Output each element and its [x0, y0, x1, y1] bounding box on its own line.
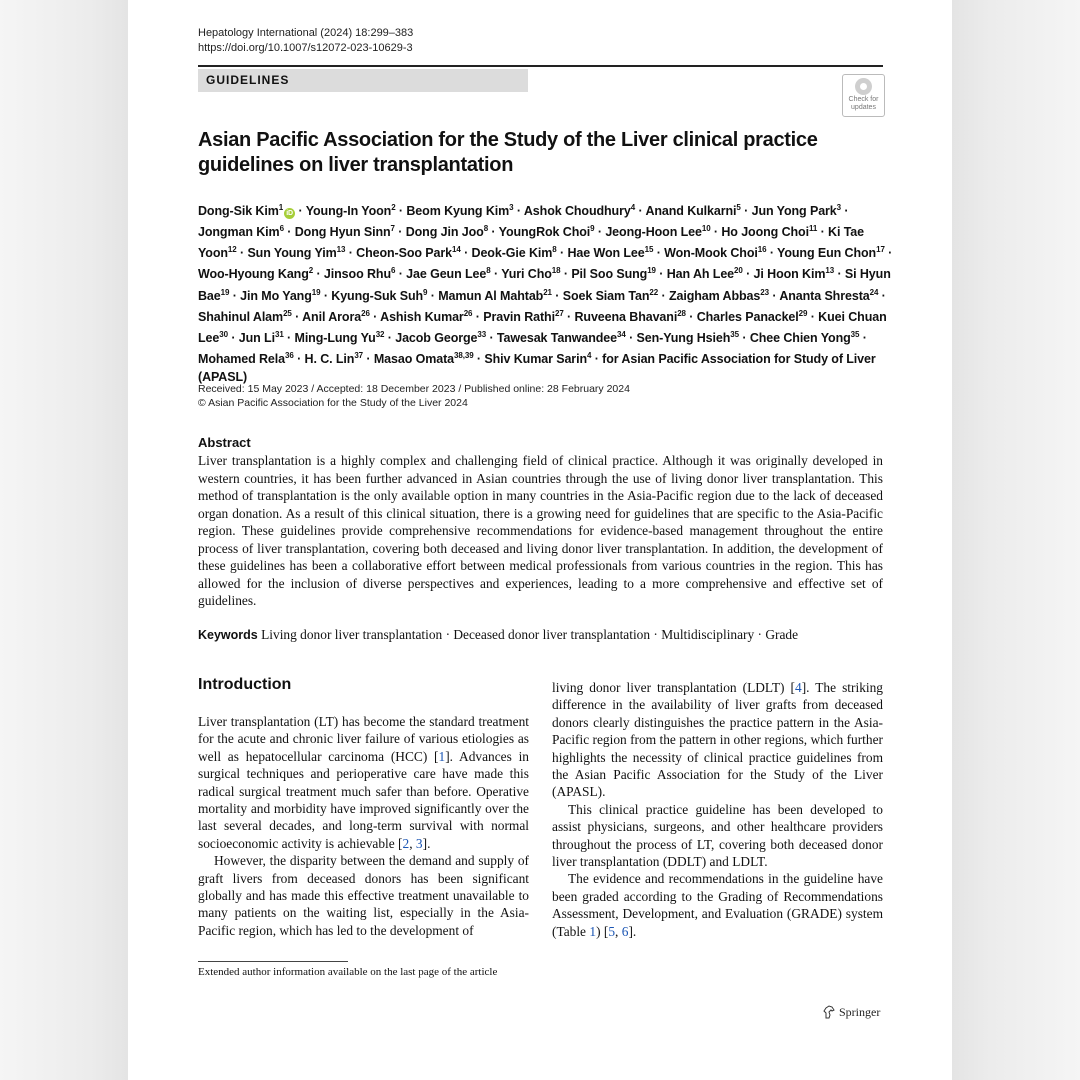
author-affiliation: 10	[701, 224, 711, 234]
author-list: Dong-Sik Kim$^1$iD · Young-In Yoon$^2$ · Beom Kyung Kim$^3$ · Ashok Choudhury$^4$ · Anand Kulkarni$^5$ · Jun Yong Park$^3$ · Jongman Kim$^6$ · Dong Hyun Sinn$^7$ · Dong Jin Joo$^8$ · YoungRok Choi$^9$ · Jeong-Hoon Lee$^{10}$ · Ho Joong Choi$^{11}$ · Ki Tae Yoon$^{12}$ · Sun Young Yim$^{13}$ · Cheon-Soo Park$^{14}$ · Deok-Gie Kim$^8$ · Hae Won Lee$^{15}$ · Won-Mook Choi$^{16}$ · Young Eun Chon$^{17}$ · Woo-Hyoung Kang$^2$ · Jinsoo Rhu$^6$ · Jae Geun Lee$^8$ · Yuri Cho$^{18}$ · Pil Soo Sung$^{19}$ · Han Ah Lee$^{20}$ · Ji Hoon Kim$^{13}$ · Si Hyun Bae$^{19}$ · Jin Mo Yang$^{19}$ · Kyung-Suk Suh$^9$ · Mamun Al Mahtab$^{21}$ · Soek Siam Tan$^{22}$ · Zaigham Abbas$^{23}$ · Ananta Shresta$^{24}$ · Shahinul Alam$^{25}$ · Anil Arora$^{26}$ · Ashish Kumar$^{26}$ · Pravin Rathi$^{27}$ · Ruveena Bhavani$^{28}$ · Charles Panackel$^{29}$ · Kuei Chuan Lee$^{30}$ · Jun $Li^{31}$ · Ming-Lung $Yu^{32}$ · Jacob George$^{33}$ · Tawesak Tanwandee$^{34}$ · Sen-Yung Hsieh$^{35}$ · Chee Chien Yong$^{35}$ · Mohamed Rela$^{36}$ · H. C. Lin$^{37}$ · Masao Omata$^{38,39}$ · Shiv Kumar Sarin$^4$ · for Asian Pacific Association for Study of Liver (APASL)	[198, 203, 893, 385]
keywords-text: Living donor liver transplantation · Deceased donor liver transplantation · Multidisciplinary · Grade	[261, 627, 799, 642]
author-affiliation: 25	[283, 308, 292, 318]
author-affiliation: 6	[279, 224, 284, 234]
paper-page	[128, 0, 952, 1080]
author-name[interactable]: Anil Arora	[302, 309, 362, 324]
author-affiliation: 24	[869, 287, 879, 297]
author-affiliation: 7	[390, 224, 395, 234]
author-affiliation: 2	[308, 266, 314, 276]
author-name[interactable]: Beom Kyung Kim	[406, 204, 510, 219]
table-link[interactable]: 1	[589, 923, 597, 939]
author-affiliation: 13	[336, 245, 346, 255]
author-affiliation: 1	[278, 203, 284, 212]
author-name[interactable]: Pravin Rathi	[483, 309, 555, 324]
author-name[interactable]: Jin Mo Yang	[240, 288, 312, 303]
author-name[interactable]: Soek Siam Tan	[562, 288, 650, 303]
author-affiliation: 27	[554, 308, 564, 318]
author-affiliation: 9	[590, 224, 595, 234]
paper-title: Asian Pacific Association for the Study of the Liver clinical practice guidelines on liver transplantation	[198, 129, 818, 176]
author-affiliation: 20	[734, 266, 743, 276]
author-name[interactable]: H. C. Lin	[304, 352, 355, 367]
author-affiliation: 5	[736, 203, 741, 212]
publisher-name: Springer	[839, 1005, 881, 1019]
author-name[interactable]: Jinsoo Rhu	[323, 267, 391, 282]
author-name[interactable]: Ashish Kumar	[380, 309, 464, 324]
author-affiliation: 17	[876, 245, 885, 255]
author-name[interactable]: Ki Tae Yoon	[198, 225, 865, 261]
author-affiliation: 26	[361, 308, 370, 318]
author-name[interactable]: Ji Hoon Kim	[753, 267, 826, 282]
intro-paragraph-2: However, the disparity between the demand and supply of graft livers from deceased donors has been significant globally and has made this effective treatment unavailable to many patients on the waiting list, especially in the Asia-Pacific region, which has led to the development of	[198, 853, 529, 938]
author-affiliation: 26	[463, 308, 473, 318]
author-affiliation: 33	[477, 329, 487, 339]
author-affiliation: 29	[798, 308, 808, 318]
author-name[interactable]: Kyung-Suk Suh	[331, 288, 424, 303]
orcid-icon[interactable]: iD	[284, 208, 295, 219]
citation-link[interactable]: 6	[621, 923, 629, 939]
left-margin-background	[0, 0, 128, 1080]
check-for-updates-label: Check for updates	[848, 96, 879, 111]
author-name[interactable]: Dong Jin Joo	[405, 225, 484, 240]
author-affiliation: 18	[551, 266, 561, 276]
footnote: Extended author information available on the last page of the article	[198, 966, 498, 978]
author-name[interactable]: Zaigham Abbas	[668, 288, 761, 303]
history-dates: Received: 15 May 2023 / Accepted: 18 December 2023 / Published online: 28 February 2024	[198, 383, 630, 395]
author-affiliation: 13	[825, 266, 835, 276]
author-name[interactable]: Ashok Choudhury	[523, 204, 631, 219]
author-name[interactable]: Tawesak Tanwandee	[496, 331, 618, 346]
left-column	[198, 713, 529, 939]
author-affiliation: 32	[375, 329, 385, 339]
author-affiliation: 19	[220, 287, 230, 297]
author-affiliation: 31	[274, 329, 284, 339]
author-affiliation: 2	[391, 203, 396, 212]
author-affiliation: 6	[390, 266, 396, 276]
author-name[interactable]: for Asian Pacific Association for Study of Liver (APASL)	[198, 352, 876, 385]
intro-paragraph-4: This clinical practice guideline has been developed to assist physicians, surgeons, and other healthcare providers throughout the process of LT, covering both deceased donor liver transplantation (DDLT) and LDLT.	[552, 801, 883, 870]
author-affiliation: 21	[543, 287, 552, 297]
author-name[interactable]: Ho Joong Choi	[721, 225, 809, 240]
citation-link[interactable]: 4	[794, 680, 802, 695]
author-affiliation: 23	[760, 287, 769, 297]
right-margin-background	[952, 0, 1080, 1080]
doi-link[interactable]: https://doi.org/10.1007/s12072-023-10629-3	[198, 42, 413, 54]
author-affiliation: 12	[227, 245, 237, 255]
journal-header	[198, 26, 413, 56]
author-name[interactable]: Deok-Gie Kim	[471, 246, 553, 261]
publisher-logo	[823, 1005, 880, 1020]
author-name[interactable]: Charles Panackel	[696, 309, 799, 324]
author-affiliation: 36	[285, 351, 294, 361]
author-affiliation: 11	[808, 224, 818, 234]
abstract-heading: Abstract	[198, 435, 251, 450]
author-affiliation: 22	[649, 287, 659, 297]
author-name[interactable]: Cheon-Soo Park	[356, 246, 453, 261]
author-name[interactable]: Woo-Hyoung Kang	[198, 267, 309, 282]
author-affiliation: 8	[552, 245, 557, 255]
author-affiliation: 3	[509, 203, 514, 212]
intro-paragraph-5: The evidence and recommendations in the guideline have been graded according to the Grading of Recommendations Assessment, Development, and Evaluation (GRADE) system (Table 1) [5, 6].	[552, 871, 883, 939]
author-name[interactable]: Hae Won Lee	[567, 246, 645, 261]
intro-paragraph-3: living donor liver transplantation (LDLT) [4]. The striking difference in the availability of liver grafts from deceased donors clearly distinguishes the practice pattern in the Asia-Pacific region from the pattern in other regions, which further highlights the necessity of clinical practice guidelines from the Asian Pacific Association for the Study of the Liver (APASL).	[552, 680, 883, 800]
author-affiliation: 19	[311, 287, 321, 297]
author-affiliation: 9	[423, 287, 428, 297]
author-name[interactable]: Dong-Sik Kim	[198, 204, 279, 219]
citation-link[interactable]: 3	[415, 835, 423, 851]
author-affiliation: 8	[486, 266, 491, 276]
author-name[interactable]: Shahinul Alam	[198, 309, 284, 324]
author-name[interactable]: Shiv Kumar Sarin	[484, 352, 587, 367]
author-affiliation: 4	[630, 203, 636, 212]
author-affiliation: 19	[647, 266, 656, 276]
intro-paragraph-1: Liver transplantation (LT) has become the standard treatment for the acute and chronic liver failure of various etiologies as well as hepatocellular carcinoma (HCC) [1]. Advances in surgical techniques and perioperative care have made this radical surgical treatment much safer than before. Operative mortality and morbidity have improved significantly over the last several decades, and long-term survival with normal socioeconomic activity is achievable [2, 3].	[198, 714, 529, 851]
author-name[interactable]: Jacob George	[395, 331, 478, 346]
author-name[interactable]: Masao Omata	[373, 352, 455, 367]
author-name[interactable]: Sun Young Yim	[247, 246, 337, 261]
citation-link[interactable]: 5	[608, 923, 616, 939]
author-name[interactable]: Si Hyun Bae	[198, 267, 891, 303]
abstract-text: Liver transplantation is a highly complex and challenging field of clinical practice. Although it was originally developed in western countries, it has been further advanced in Asian countries through the use of living donor liver transplantation. This method of transplantation is the only available option in many countries in the Asia-Pacific region due to the lack of deceased organ donation. As a result of this clinical situation, there is a growing need for guidelines that are specific to the Asia-Pacific region. These guidelines provide comprehensive recommendations for evidence-based management throughout the entire process of liver transplantation, covering both deceased and living donor liver transplantation. In addition, the development of these guidelines has been a collaborative effort between medical professionals from various countries in the region. This has allowed for the inclusion of diverse perspectives and experiences, leading to a more comprehensive and effective set of guidelines.	[198, 453, 883, 608]
author-name[interactable]: Anand Kulkarni	[645, 204, 737, 219]
copyright: © Asian Pacific Association for the Study of the Liver 2024	[198, 397, 468, 409]
right-column	[552, 679, 883, 940]
author-name[interactable]: YoungRok Choi	[498, 225, 591, 240]
author-affiliation: 38,39	[454, 351, 474, 361]
author-affiliation: 30	[219, 329, 228, 339]
author-affiliation: 35	[730, 329, 739, 339]
author-affiliation: 15	[644, 245, 654, 255]
keywords	[198, 626, 888, 644]
author-affiliation: 8	[483, 224, 489, 234]
author-name[interactable]: Kuei Chuan Lee	[198, 309, 887, 346]
author-name[interactable]: Dong Hyun Sinn	[294, 225, 391, 240]
author-name[interactable]: Sen-Yung Hsieh	[636, 331, 731, 346]
author-affiliation: 3	[836, 203, 842, 212]
author-affiliation: 16	[757, 245, 767, 255]
author-name[interactable]: Ananta Shresta	[779, 288, 870, 303]
author-name[interactable]: Ming-Lung Yu	[294, 331, 376, 346]
author-name[interactable]: Young Eun Chon	[777, 246, 877, 261]
author-affiliation: 4	[586, 351, 592, 361]
citation-link[interactable]: 2	[402, 835, 410, 851]
author-name[interactable]: Jun Li	[238, 331, 275, 346]
header-rule	[198, 65, 883, 67]
journal-citation: Hepatology International (2024) 18:299–383	[198, 27, 414, 39]
author-affiliation: 14	[452, 245, 461, 255]
author-name[interactable]: Jongman Kim	[198, 225, 280, 240]
author-name[interactable]: Won-Mook Choi	[664, 246, 758, 261]
introduction-heading: Introduction	[198, 676, 292, 693]
author-affiliation: 35	[850, 329, 860, 339]
springer-horse-icon	[823, 1005, 835, 1019]
check-for-updates-icon	[855, 78, 872, 95]
author-name[interactable]: Young-In Yoon	[305, 204, 392, 219]
citation-link[interactable]: 1	[438, 748, 446, 764]
author-name[interactable]: Pil Soo Sung	[571, 267, 648, 282]
author-name[interactable]: Han Ah Lee	[666, 267, 735, 282]
footnote-rule	[198, 961, 348, 962]
keywords-label: Keywords	[198, 628, 258, 642]
author-name[interactable]: Ruveena Bhavani	[574, 309, 678, 324]
author-affiliation: 28	[677, 308, 686, 318]
publication-dates	[198, 382, 630, 410]
check-for-updates-badge[interactable]	[842, 74, 885, 117]
author-name[interactable]: Jeong-Hoon Lee	[605, 225, 702, 240]
author-affiliation: 37	[354, 351, 364, 361]
author-name[interactable]: Jae Geun Lee	[406, 267, 487, 282]
author-name[interactable]: Jun Yong Park	[751, 204, 837, 219]
author-name[interactable]: Chee Chien Yong	[749, 331, 851, 346]
author-name[interactable]: Mohamed Rela	[198, 352, 286, 367]
section-label: GUIDELINES	[198, 69, 528, 92]
author-name[interactable]: Mamun Al Mahtab	[438, 288, 544, 303]
author-affiliation: 34	[617, 329, 626, 339]
author-name[interactable]: Yuri Cho	[501, 267, 552, 282]
